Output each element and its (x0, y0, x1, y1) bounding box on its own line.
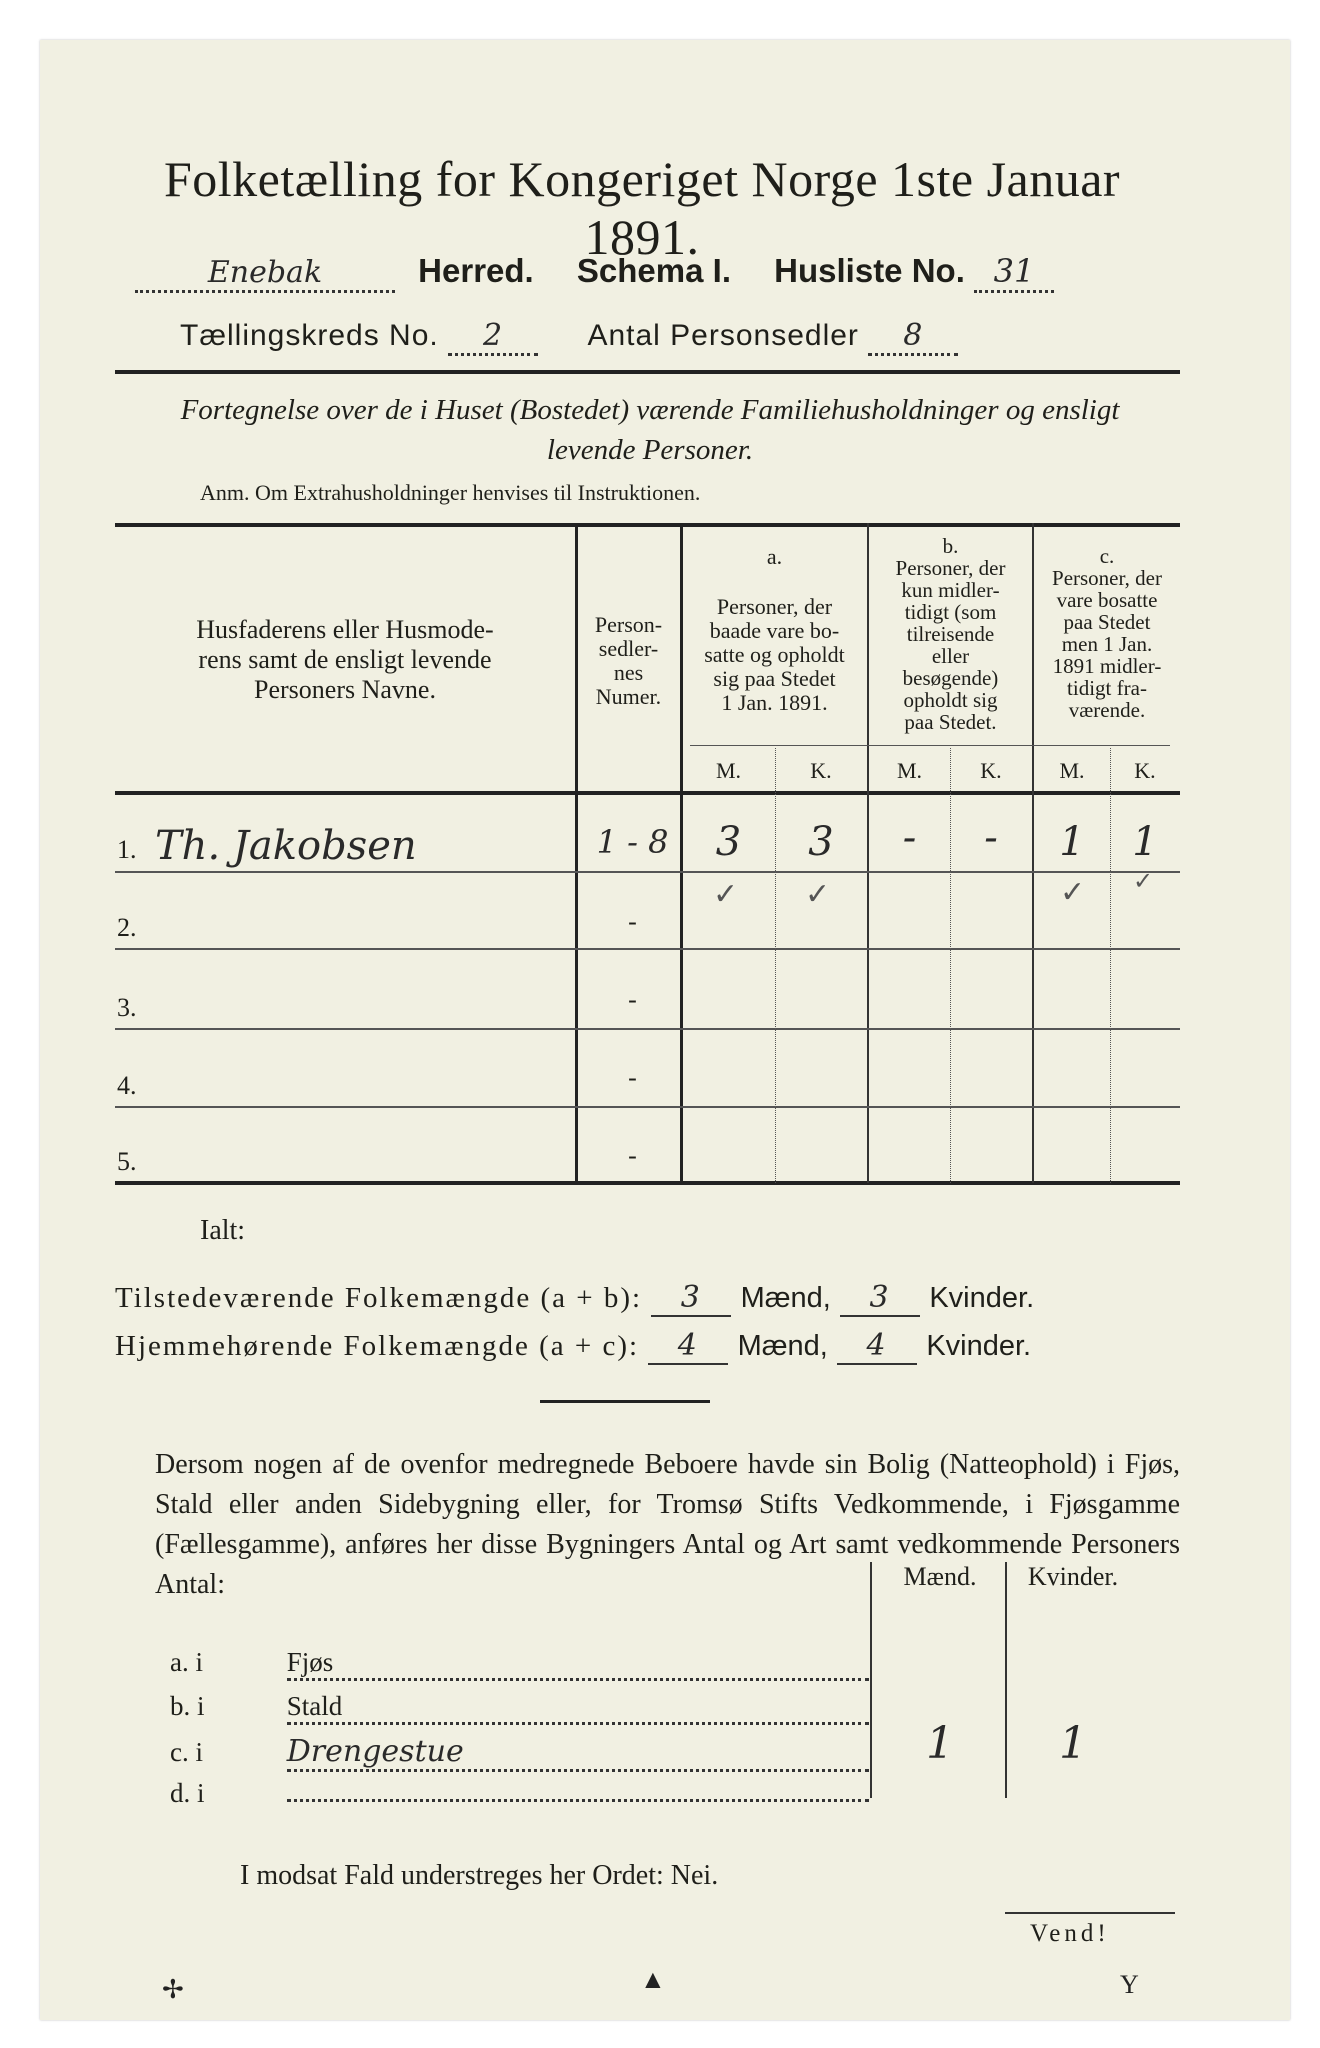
subtitle-line-2: levende Personer. (546, 434, 754, 466)
husliste-value: 31 (993, 252, 1035, 290)
col-name-line-2: rens samt de ensligt levende (198, 645, 492, 674)
tilstede-men-label: Mænd, (740, 1282, 831, 1314)
col-c-line-2: vare bosatte (1056, 588, 1158, 612)
herred-value: Enebak (207, 255, 323, 290)
col-name-header (115, 615, 575, 705)
building-b-label: Stald (286, 1691, 343, 1721)
col-c-line-3: paa Stedet (1063, 610, 1151, 634)
col-c-line-7: værende. (1068, 698, 1146, 722)
building-paragraph: Dersom nogen af de ovenfor medregnede Beboere havde sin Bolig (Natteophold) i Fjøs, Stald eller anden Sidebygning eller, for Tromsø Stifts Vedkommende, i Fjøsgamme (Fællesgamme), anføres her disse Bygningers Antal og Art samt vedkommende Personers Antal: (155, 1449, 1180, 1600)
row-2-sedler[interactable]: - (628, 907, 637, 936)
row-divider-3 (115, 1028, 1180, 1030)
col-b-header (869, 535, 1032, 733)
tick-icon: ✓ (713, 878, 739, 911)
antal-label: Antal Personsedler (587, 319, 859, 352)
row-4-sedler[interactable]: - (628, 1063, 637, 1092)
tilstede-women-label: Kvinder. (929, 1282, 1035, 1314)
hjemme-women-label: Kvinder. (926, 1330, 1032, 1362)
ialt-label: Ialt: (200, 1215, 246, 1246)
row-1-c-k[interactable]: 1 (1132, 819, 1158, 865)
col-a-header (682, 545, 867, 715)
col-c-line-5: 1891 midler- (1052, 654, 1162, 678)
building-d-letter: d. i (170, 1778, 205, 1808)
herred-schema-row (135, 252, 1195, 293)
row-3-number: 3. (117, 993, 137, 1022)
col-b-line-7: opholdt sig (903, 688, 998, 712)
row-divider-1 (115, 871, 1180, 873)
col-b-line-1: Personer, der (895, 556, 1006, 580)
row-1-b-m[interactable]: - (902, 815, 917, 861)
building-c-letter: c. i (170, 1737, 203, 1767)
census-form-sheet (40, 40, 1290, 2020)
col-c-m: M. (1059, 758, 1085, 783)
col-b-line-6: besøgende) (902, 666, 999, 690)
col-num-line-3: nes (613, 660, 644, 685)
building-b-field[interactable] (287, 1691, 869, 1725)
husliste-label: Husliste No. (774, 252, 965, 289)
section-divider (540, 1400, 710, 1403)
building-c-women[interactable]: 1 (1059, 1718, 1087, 1769)
antal-value: 8 (903, 318, 924, 353)
buildings-women-header: Kvinder. (1027, 1562, 1119, 1591)
hjemme-line (115, 1328, 1031, 1365)
hjemme-men-value[interactable]: 4 (648, 1328, 728, 1365)
col-b-line-3: tidigt (som (904, 600, 997, 624)
building-row-a (170, 1647, 869, 1681)
col-c-line-1: Personer, der (1052, 566, 1162, 590)
row-1-sedler[interactable]: 1 - 8 (596, 823, 669, 861)
building-c-label: Drengestue (286, 1734, 464, 1769)
vend-rule (1005, 1912, 1175, 1914)
col-b-line-2: kun midler- (901, 578, 1000, 602)
row-divider-2 (115, 948, 1180, 950)
anm-note: Anm. Om Extrahusholdninger henvises til Instruktionen. (200, 480, 701, 505)
col-b-line-5: eller (931, 644, 970, 668)
nei-instruction: I modsat Fald understreges her Ordet: Nei. (240, 1860, 719, 1891)
col-a-letter: a. (766, 544, 783, 569)
col-c-letter: c. (1099, 544, 1115, 568)
row-5-sedler[interactable]: - (628, 1141, 637, 1170)
row-2-number: 2. (117, 913, 137, 942)
subtitle-line-1: Fortegnelse over de i Huset (Bostedet) værende Familiehusholdninger og ensligt (180, 394, 1120, 426)
col-c-k: K. (1134, 758, 1156, 783)
kreds-field[interactable] (448, 318, 538, 356)
col-num-line-4: Numer. (595, 684, 662, 709)
tilstede-line (115, 1280, 1034, 1317)
row-1-number: 1. (117, 835, 137, 864)
hjemme-men-label: Mænd, (737, 1330, 828, 1362)
registration-mark-icon: ✢ (162, 1975, 184, 2004)
col-a-k: K. (810, 758, 832, 783)
building-b-letter: b. i (170, 1691, 205, 1721)
kreds-value: 2 (483, 318, 504, 353)
col-num-header (577, 613, 680, 709)
col-c-line-6: tidigt fra- (1067, 676, 1147, 700)
building-c-men[interactable]: 1 (926, 1718, 954, 1769)
building-row-d (170, 1778, 869, 1809)
col-b-m: M. (896, 758, 923, 783)
row-1-a-m[interactable]: 3 (715, 819, 742, 865)
tick-icon: ✓ (805, 878, 831, 911)
col-a-line-5: 1 Jan. 1891. (721, 690, 828, 715)
header-divider (115, 370, 1180, 374)
form-subtitle (120, 390, 1180, 470)
tick-icon: ✓ (1060, 876, 1086, 909)
row-4-number: 4. (117, 1071, 137, 1100)
buildings-men-header: Mænd. (903, 1562, 977, 1591)
col-name-line-3: Personers Navne. (254, 675, 436, 704)
row-1-b-k[interactable]: - (984, 815, 998, 861)
col-name-line-1: Husfaderens eller Husmode- (196, 615, 494, 644)
tilstede-men-value[interactable]: 3 (651, 1280, 731, 1317)
building-row-b (170, 1691, 869, 1725)
row-1-c-m[interactable]: 1 (1059, 819, 1085, 865)
col-b-line-8: paa Stedet. (904, 710, 997, 734)
building-d-field[interactable] (287, 1799, 869, 1802)
herred-label: Herred. (418, 252, 534, 289)
row-1-a-k[interactable]: 3 (808, 819, 834, 865)
col-a-m: M. (715, 758, 742, 783)
col-a-line-1: Personer, der (716, 594, 833, 619)
hjemme-label: Hjemmehørende Folkemængde (a + c): (115, 1330, 640, 1362)
kreds-antal-row (180, 318, 1200, 356)
tick-icon: ✓ (1133, 869, 1154, 895)
vend-note: Vend! (1030, 1920, 1110, 1947)
col-num-line-1: Person- (594, 612, 663, 637)
household-table (115, 523, 1180, 1191)
building-a-letter: a. i (170, 1647, 203, 1677)
building-row-c (170, 1734, 869, 1772)
registration-mark-icon: Y (1120, 1970, 1139, 1999)
form-title: Folketælling for Kongeriget Norge 1ste Januar 1891. (163, 151, 1121, 265)
col-c-line-4: men 1 Jan. (1061, 632, 1153, 656)
col-c-header (1034, 545, 1180, 721)
col-b-k: K. (980, 758, 1002, 783)
col-b-letter: b. (942, 534, 959, 558)
col-a-line-3: satte og opholdt (704, 642, 845, 667)
kreds-label: Tællingskreds No. (180, 319, 439, 352)
row-3-sedler[interactable]: - (628, 985, 637, 1014)
husliste-field[interactable] (974, 252, 1054, 293)
row-1-name[interactable]: Th. Jakobsen (155, 823, 417, 869)
schema-label: Schema I. (576, 252, 731, 289)
tilstede-women-value[interactable]: 3 (840, 1280, 920, 1317)
antal-field[interactable] (868, 318, 958, 356)
col-a-line-2: baade vare bo- (709, 618, 840, 643)
buildings-col-divider-2 (1005, 1562, 1007, 1798)
row-5-number: 5. (117, 1147, 137, 1176)
building-c-field[interactable] (287, 1734, 869, 1772)
col-b-line-4: tilreisende (906, 622, 995, 646)
registration-mark-icon: ▲ (640, 1965, 666, 1994)
col-num-line-2: sedler- (598, 636, 659, 661)
row-divider-4 (115, 1106, 1180, 1108)
tilstede-label: Tilstedeværende Folkemængde (a + b): (115, 1282, 643, 1314)
buildings-col-divider-1 (870, 1562, 872, 1798)
col-a-line-4: sig paa Stedet (713, 666, 836, 691)
herred-field[interactable] (135, 252, 395, 293)
building-a-label: Fjøs (286, 1647, 334, 1677)
hjemme-women-value[interactable]: 4 (837, 1328, 917, 1365)
building-a-field[interactable] (287, 1647, 869, 1681)
